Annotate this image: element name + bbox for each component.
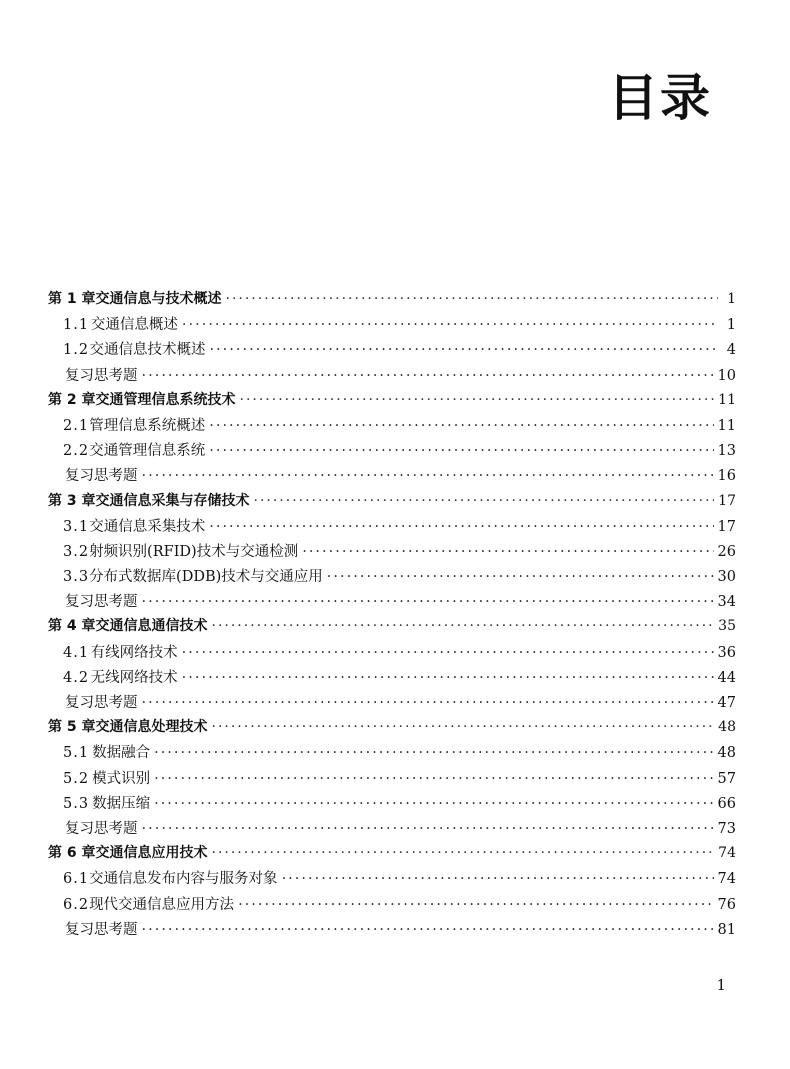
- toc-chapter-entry[interactable]: [48, 716, 736, 741]
- toc-entry-page: 74: [718, 845, 736, 862]
- toc-entry-page: 36: [717, 644, 736, 661]
- toc-entry-number: 6.2: [63, 896, 90, 913]
- toc-entry-number: 1.1: [63, 317, 90, 334]
- toc-entry-page: 35: [718, 618, 736, 635]
- toc-entry-page: 66: [717, 795, 736, 812]
- dot-leader: [182, 645, 714, 661]
- dot-leader: [209, 443, 713, 459]
- dot-leader: [209, 342, 718, 358]
- toc-chapter-entry[interactable]: [48, 288, 736, 313]
- toc-entry-label: 现代交通信息应用方法: [89, 896, 235, 913]
- toc-entry-label: 射频识别(RFID)技术与交通检测: [89, 543, 299, 560]
- toc-entry-number: 第 4 章: [48, 618, 96, 635]
- toc-entry-label: 交通管理信息系统: [89, 443, 206, 460]
- dot-leader: [182, 670, 714, 686]
- toc-entry-page: 44: [717, 669, 736, 686]
- dot-leader: [154, 771, 713, 787]
- toc-entry-number: 第 5 章: [48, 719, 96, 736]
- toc-chapter-entry[interactable]: [48, 389, 736, 414]
- dot-leader: [327, 569, 714, 585]
- toc-entry-page: 10: [717, 367, 736, 384]
- toc-entry-number: 2.1: [63, 417, 90, 434]
- page-title: 目录: [608, 69, 712, 127]
- toc-entry-label: 有线网络技术: [90, 644, 178, 661]
- toc-entry-number: 第 2 章: [48, 391, 96, 408]
- table-of-contents: [48, 288, 736, 943]
- toc-entry-page: 73: [717, 820, 736, 837]
- toc-section-entry[interactable]: [48, 792, 736, 817]
- toc-section-entry[interactable]: [48, 540, 736, 565]
- toc-entry-number: 第 3 章: [48, 492, 96, 509]
- toc-entry-number: 5.1: [63, 745, 90, 762]
- toc-entry-number: 3.3: [63, 569, 90, 586]
- dot-leader: [154, 796, 713, 812]
- dot-leader: [142, 821, 714, 837]
- dot-leader: [302, 544, 713, 560]
- toc-entry-page: 57: [717, 770, 736, 787]
- toc-entry-label: 交通管理信息系统技术: [95, 391, 236, 408]
- toc-section-entry[interactable]: [48, 893, 736, 918]
- dot-leader: [212, 719, 715, 735]
- toc-entry-label: 交通信息发布内容与服务对象: [89, 871, 278, 888]
- toc-entry-number: 2.2: [63, 443, 90, 460]
- toc-entry-label: 交通信息通信技术: [95, 618, 208, 635]
- dot-leader: [240, 392, 715, 408]
- dot-leader: [182, 317, 718, 333]
- toc-entry-page: 26: [717, 543, 736, 560]
- toc-entry-number: 4.2: [63, 669, 90, 686]
- toc-entry-number: 4.1: [63, 644, 90, 661]
- dot-leader: [142, 594, 714, 610]
- dot-leader: [238, 897, 713, 913]
- toc-entry-number: 5.3: [63, 795, 90, 812]
- toc-review-entry[interactable]: [48, 691, 736, 716]
- toc-chapter-entry[interactable]: [48, 490, 736, 515]
- toc-chapter-entry[interactable]: [48, 615, 736, 640]
- toc-entry-label: 无线网络技术: [90, 669, 178, 686]
- dot-leader: [142, 922, 714, 938]
- toc-entry-page: 76: [717, 896, 736, 913]
- toc-section-entry[interactable]: [48, 338, 736, 363]
- toc-entry-label: 数据融合: [92, 745, 151, 762]
- toc-entry-page: 17: [717, 518, 736, 535]
- toc-entry-label: 交通信息采集与存储技术: [95, 492, 250, 509]
- toc-entry-page: 47: [717, 695, 736, 711]
- toc-entry-label: 模式识别: [92, 770, 151, 787]
- toc-entry-page: 74: [717, 871, 736, 888]
- toc-entry-page: 34: [717, 594, 736, 611]
- toc-review-entry[interactable]: [48, 918, 736, 943]
- toc-entry-page: 81: [717, 921, 736, 938]
- toc-entry-label: 交通信息采集技术: [89, 518, 206, 535]
- toc-section-entry[interactable]: [48, 414, 736, 439]
- toc-entry-page: 48: [718, 719, 736, 736]
- toc-entry-page: 13: [717, 443, 736, 460]
- dot-leader: [209, 519, 713, 535]
- dot-leader: [226, 291, 719, 307]
- dot-leader: [154, 745, 713, 761]
- dot-leader: [142, 368, 714, 384]
- toc-review-entry[interactable]: [48, 464, 736, 489]
- toc-entry-label: 分布式数据库(DDB)技术与交通应用: [89, 569, 323, 586]
- toc-entry-label: 管理信息系统概述: [89, 417, 206, 434]
- toc-review-entry[interactable]: [48, 364, 736, 389]
- toc-entry-number: 5.2: [63, 770, 90, 787]
- toc-entry-label: 复习思考题: [65, 695, 138, 711]
- toc-section-entry[interactable]: [48, 867, 736, 892]
- toc-entry-page: 30: [717, 569, 736, 586]
- dot-leader: [212, 845, 715, 861]
- toc-section-entry[interactable]: [48, 565, 736, 590]
- toc-entry-label: 复习思考题: [65, 594, 138, 611]
- toc-section-entry[interactable]: [48, 439, 736, 464]
- toc-review-entry[interactable]: [48, 590, 736, 615]
- toc-section-entry[interactable]: [48, 313, 736, 338]
- toc-entry-number: 1.2: [63, 342, 90, 359]
- toc-entry-label: 复习思考题: [65, 820, 138, 837]
- toc-section-entry[interactable]: [48, 767, 736, 792]
- toc-entry-label: 数据压缩: [92, 795, 151, 812]
- toc-entry-page: 16: [717, 468, 736, 485]
- toc-entry-page: 11: [718, 391, 736, 408]
- toc-entry-page: 48: [717, 745, 736, 762]
- toc-entry-number: 第 1 章: [48, 291, 96, 307]
- dot-leader: [254, 493, 715, 509]
- toc-chapter-entry[interactable]: [48, 842, 736, 867]
- toc-entry-page: 17: [718, 492, 736, 509]
- page-number: 1: [716, 976, 726, 994]
- toc-entry-page: 11: [717, 417, 736, 434]
- toc-entry-number: 第 6 章: [48, 845, 96, 862]
- toc-entry-label: 交通信息技术概述: [89, 342, 206, 359]
- toc-entry-page: 1: [726, 317, 736, 334]
- toc-section-entry[interactable]: [48, 666, 736, 691]
- toc-section-entry[interactable]: [48, 515, 736, 540]
- toc-section-entry[interactable]: [48, 641, 736, 666]
- toc-entry-label: 复习思考题: [65, 921, 138, 938]
- toc-entry-label: 交通信息概述: [90, 317, 178, 334]
- dot-leader: [212, 618, 715, 634]
- dot-leader: [142, 468, 714, 484]
- toc-review-entry[interactable]: [48, 817, 736, 842]
- toc-entry-number: 3.1: [63, 518, 90, 535]
- toc-entry-label: 交通信息处理技术: [95, 719, 208, 736]
- dot-leader: [282, 871, 714, 887]
- toc-entry-page: 1: [727, 291, 736, 307]
- toc-entry-page: 4: [726, 342, 736, 359]
- toc-entry-number: 3.2: [63, 543, 90, 560]
- dot-leader: [142, 695, 714, 711]
- dot-leader: [209, 418, 713, 434]
- toc-entry-label: 复习思考题: [65, 367, 138, 384]
- toc-section-entry[interactable]: [48, 741, 736, 766]
- toc-entry-label: 交通信息应用技术: [95, 845, 208, 862]
- toc-entry-label: 复习思考题: [65, 468, 138, 485]
- toc-entry-number: 6.1: [63, 871, 90, 888]
- toc-entry-label: 交通信息与技术概述: [95, 291, 222, 307]
